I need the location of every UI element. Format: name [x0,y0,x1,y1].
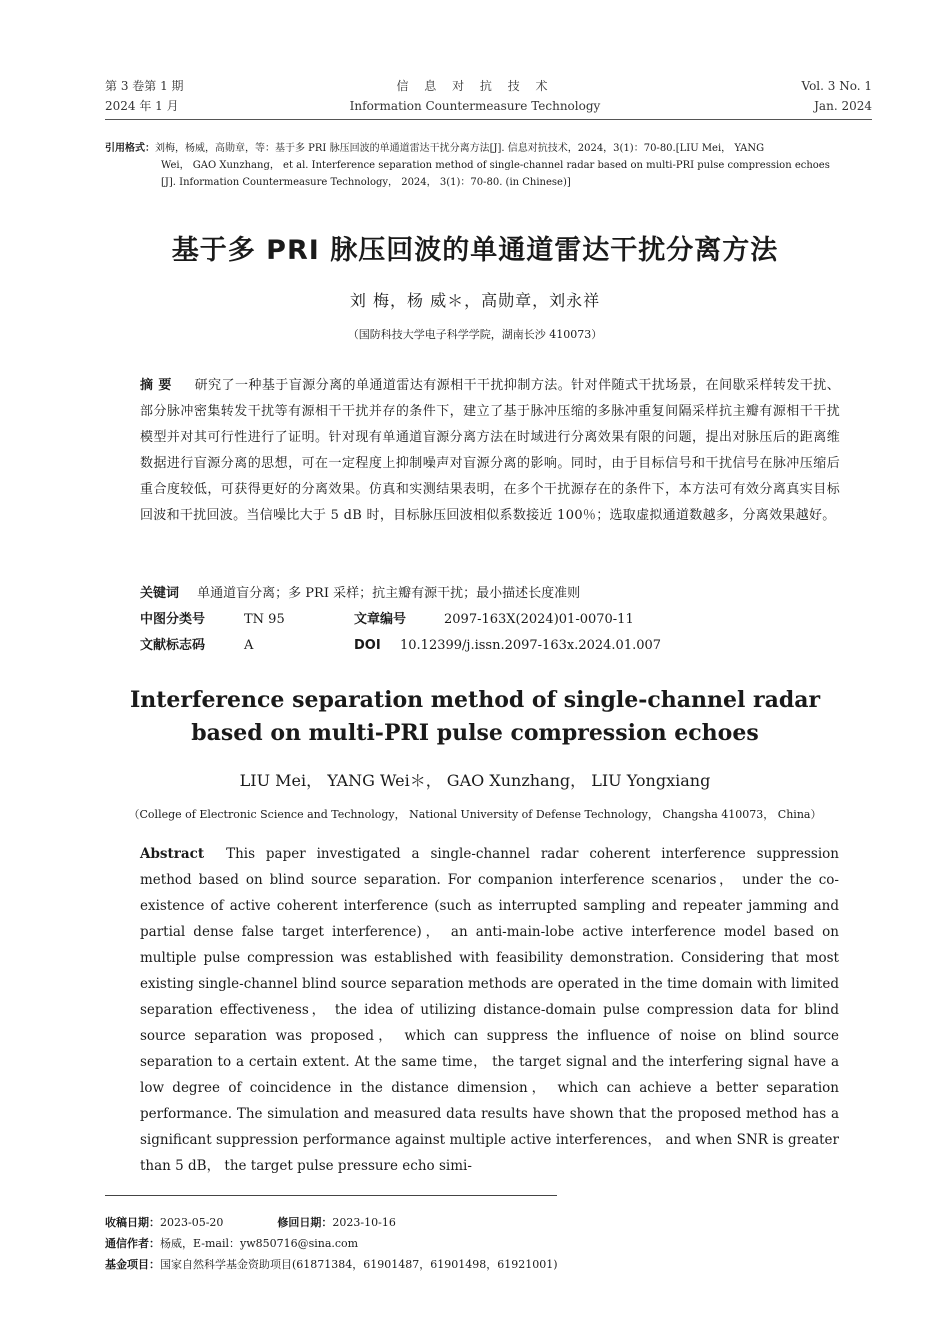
affiliation-cn: （国防科技大学电子科学学院，湖南长沙 410073） [347,328,603,341]
doi-value: 10.12399/j.issn.2097-163x.2024.01.007 [400,638,662,653]
title-en-line-1: Interference separation method of single-channel radar [129,687,821,713]
corresponding-label: 通信作者： [105,1237,160,1250]
journal-name-en: Information Countermeasure Technology [349,99,601,113]
footnote-corresponding [105,1233,865,1254]
citation-line-3: [J]. Information Countermeasure Technology， 2024， 3(1)：70-80. (in Chinese)] [161,177,571,188]
volume-issue-text: 第 3 卷第 1 期 [105,79,184,93]
journal-volume-en [802,76,872,116]
keywords-cn [140,581,840,607]
title-en-line-2: based on multi-PRI pulse compression echoes [191,720,759,746]
keywords-label: 关键词 [140,586,180,601]
paper-title-cn: 基于多 PRI 脉压回波的单通道雷达干扰分离方法 [171,235,779,266]
citation-line-2: Wei， GAO Xunzhang， et al. Interference separation method of single-channel radar based on multi-PRI pulse compression echoes [161,160,830,171]
keywords-text: 单通道盲分离；多 PRI 采样；抗主瓣有源干扰；最小描述长度准则 [197,586,581,601]
received-value: 2023-05-20 [160,1216,224,1229]
clc-value: TN 95 [244,612,285,627]
footnote-rule [105,1195,557,1196]
revised-value: 2023-10-16 [332,1216,396,1229]
abstract-en-label: Abstract [140,846,205,862]
abstract-en [140,841,839,1179]
corresponding-value: 杨威，E-mail：yw850716@sina.com [160,1237,359,1250]
volume-issue-en: Vol. 3 No. 1 [801,79,872,93]
citation-block [105,140,873,191]
authors-cn: 刘 梅，杨 威＊，高勋章，刘永祥 [349,291,601,310]
abstract-cn [140,373,840,529]
footnote-dates [105,1212,865,1233]
article-number-value: 2097-163X(2024)01-0070-11 [444,612,634,627]
paper-title-en [0,684,950,750]
authors-en: LIU Mei， YANG Wei＊， GAO Xunzhang， LIU Yongxiang [239,771,711,790]
footnote-fund [105,1254,865,1275]
fund-label: 基金项目： [105,1258,160,1271]
abstract-en-text: This paper investigated a single-channel radar coherent interference suppression method based on blind source separation. For companion interference scenarios， under the co-existence of active coherent interference (such as interrupted sampling and repeater jamming and partial dense false target interference)， an anti-main-lobe active interference model based on multiple pulse compression was established with feasibility demonstration. Considering that most existing single-channel blind source separation methods are operated in the time domain with limited separation effectiveness， the idea of utilizing distance-domain pulse compression data for blind source separation was proposed， which can suppress the influence of noise on blind source separation to a certain extent. At the same time， the target signal and the interfering signal have a low degree of coincidence in the distance dimension， which can achieve a better separation performance. The simulation and measured data results have shown that the proposed method has a significant suppression performance against multiple active interferences， and when SNR is greater than 5 dB， the target pulse pressure echo simi- [140,846,839,1174]
article-number-label: 文章编号 [354,612,407,627]
fund-value: 国家自然科学基金资助项目(61871384，61901487，61901498，61921001) [160,1258,558,1271]
document-code-label: 文献标志码 [140,638,206,653]
received-label: 收稿日期： [105,1216,160,1229]
abstract-cn-label: 摘 要 [140,378,172,393]
citation-line-1: 刘梅，杨威，高勋章，等：基于多 PRI 脉压回波的单通道雷达干扰分离方法[J]. 信息对抗技术，2024，3(1)：70-80.[LIU Mei， YANG [155,143,765,154]
revised-label: 修回日期： [277,1216,333,1229]
abstract-cn-text: 研究了一种基于盲源分离的单通道雷达有源相干干扰抑制方法。针对伴随式干扰场景，在间歇采样转发干扰、部分脉冲密集转发干扰等有源相干干扰并存的条件下，建立了基于脉冲压缩的多脉冲重复间隔采样抗主瓣有源相干干扰模型并对其可行性进行了证明。针对现有单通道盲源分离方法在时域进行分离效果有限的问题，提出对脉压后的距离维数据进行盲源分离的思想，可在一定程度上抑制噪声对盲源分离的影响。同时，由于目标信号和干扰信号在脉冲压缩后重合度较低，可获得更好的分离效果。仿真和实测结果表明，在多个干扰源存在的条件下，本方法可有效分离真实目标回波和干扰回波。当信噪比大于 5 dB 时，目标脉压回波相似系数接近 100％；选取虚拟通道数越多，分离效果越好。 [140,378,840,523]
citation-label: 引用格式： [105,143,155,154]
clc-label: 中图分类号 [140,612,206,627]
publication-date-cn: 2024 年 1 月 [105,99,179,113]
affiliation-en: （College of Electronic Science and Technology， National University of Defense Technology， Changsha 410073， China） [128,808,822,821]
header-rule [105,119,872,120]
journal-name-cn: 信 息 对 抗 技 术 [396,79,554,93]
publication-date-en: Jan. 2024 [814,99,872,113]
document-code-value: A [244,638,254,653]
doi-label: DOI [354,638,381,653]
